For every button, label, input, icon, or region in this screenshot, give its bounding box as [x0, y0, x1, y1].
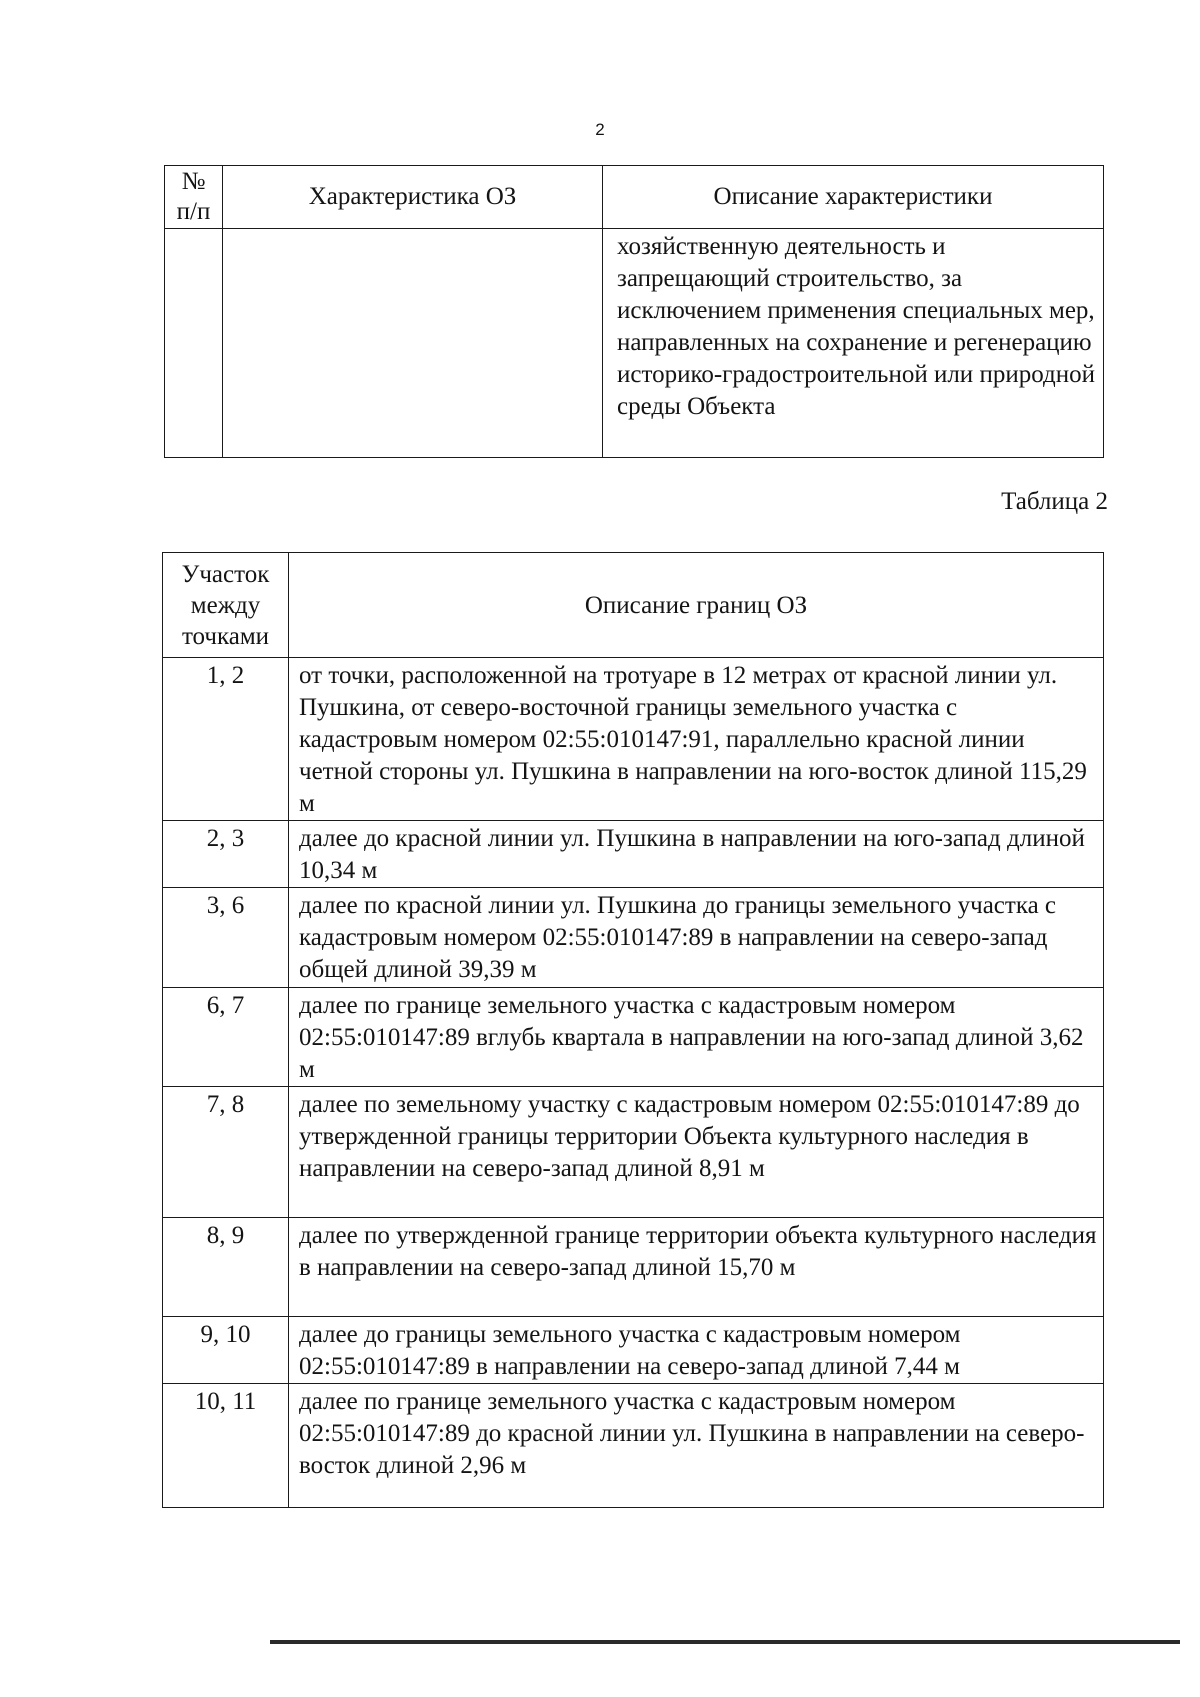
table-row: [163, 1218, 1104, 1317]
cell-segment: 2, 3: [163, 821, 289, 888]
cell-characteristic: [223, 229, 603, 458]
header-characteristic: Характеристика ОЗ: [223, 166, 603, 229]
cell-description: далее по утвержденной границе территории объекта культурного наследия в направлении на северо-запад длиной 15,70 м: [289, 1218, 1104, 1317]
cell-segment: 6, 7: [163, 988, 289, 1087]
cell-description: далее по земельному участку с кадастровым номером 02:55:010147:89 до утвержденной границы территории Объекта культурного наследия в направлении на северо-запад длиной 8,91 м: [289, 1087, 1104, 1218]
scan-edge-line: [270, 1640, 1180, 1644]
header-boundary-description: Описание границ ОЗ: [289, 553, 1104, 658]
cell-description: далее по красной линии ул. Пушкина до границы земельного участка с кадастровым номером 02:55:010147:89 в направлении на северо-запад общей длиной 39,39 м: [289, 888, 1104, 988]
cell-description: далее по границе земельного участка с кадастровым номером 02:55:010147:89 вглубь квартала в направлении на юго-запад длиной 3,62 м: [289, 988, 1104, 1087]
cell-segment: 1, 2: [163, 658, 289, 821]
table-row: [163, 888, 1104, 988]
header-description: Описание характеристики: [603, 166, 1104, 229]
header-segment: Участок между точками: [163, 553, 289, 658]
cell-num: [165, 229, 223, 458]
cell-segment: 3, 6: [163, 888, 289, 988]
table-header-row: [163, 553, 1104, 658]
cell-description: хозяйственную деятельность и запрещающий строительство, за исключением применения специальных мер, направленных на сохранение и регенерацию историко-градостроительной или природной среды Объекта: [603, 229, 1104, 458]
table-row: [163, 1317, 1104, 1384]
cell-segment: 7, 8: [163, 1087, 289, 1218]
table-row: [163, 1384, 1104, 1508]
table-row: [163, 988, 1104, 1087]
cell-description: далее по границе земельного участка с кадастровым номером 02:55:010147:89 до красной линии ул. Пушкина в направлении на северо-восток длиной 2,96 м: [289, 1384, 1104, 1508]
characteristics-table: [164, 165, 1104, 458]
cell-segment: 8, 9: [163, 1218, 289, 1317]
cell-description: от точки, расположенной на тротуаре в 12 метрах от красной линии ул. Пушкина, от северо-восточной границы земельного участка с кадастровым номером 02:55:010147:91, параллельно красной линии четной стороны ул. Пушкина в направлении на юго-восток длиной 115,29 м: [289, 658, 1104, 821]
table-row: [165, 229, 1104, 458]
cell-segment: 9, 10: [163, 1317, 289, 1384]
cell-description: далее до границы земельного участка с кадастровым номером 02:55:010147:89 в направлении на северо-запад длиной 7,44 м: [289, 1317, 1104, 1384]
header-num: № п/п: [165, 166, 223, 229]
table-caption: Таблица 2: [1001, 488, 1108, 515]
table-row: [163, 1087, 1104, 1218]
table-row: [163, 658, 1104, 821]
cell-description: далее до красной линии ул. Пушкина в направлении на юго-запад длиной 10,34 м: [289, 821, 1104, 888]
table-header-row: [165, 166, 1104, 229]
table-row: [163, 821, 1104, 888]
boundaries-table: [162, 552, 1104, 1508]
page-number: 2: [595, 120, 605, 139]
cell-segment: 10, 11: [163, 1384, 289, 1508]
